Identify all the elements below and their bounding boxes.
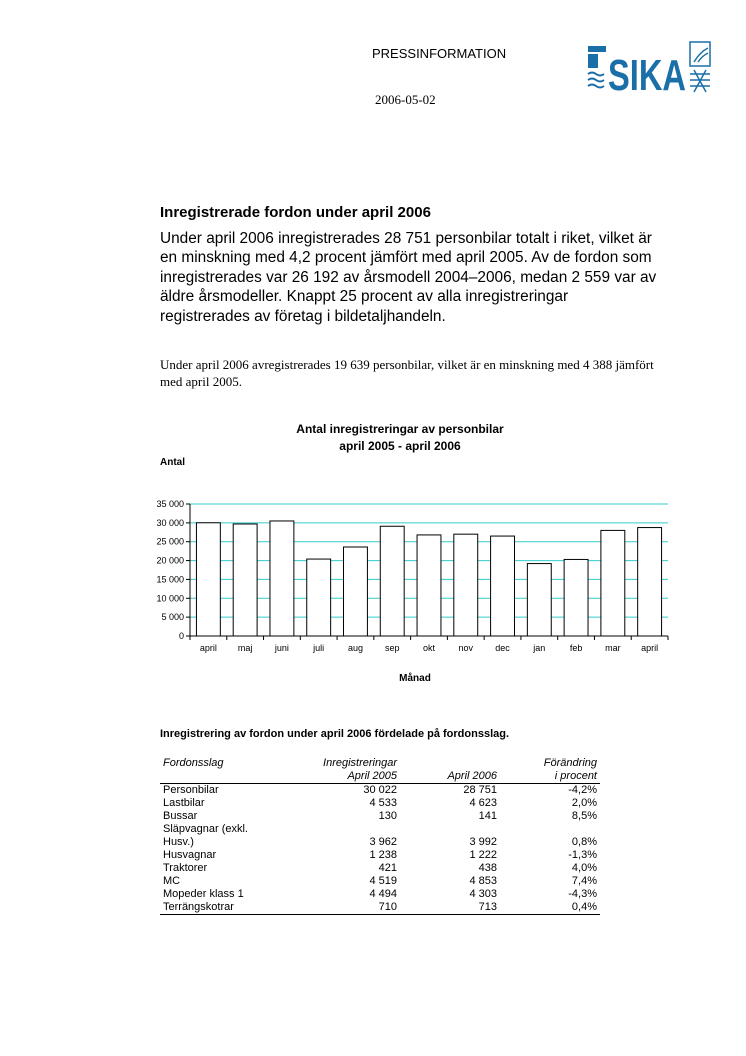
- chart-title-line2: april 2005 - april 2006: [339, 439, 461, 453]
- april-2006-cell: 713: [400, 901, 500, 915]
- x-tick-label: aug: [347, 643, 363, 653]
- y-tick-label: 20 000: [156, 555, 184, 566]
- bar: [196, 523, 220, 636]
- table-title: Inregistrering av fordon under april 2006 fördelade på fordonsslag.: [160, 728, 510, 740]
- x-tick-label: juni: [274, 643, 289, 653]
- bar: [527, 564, 551, 636]
- bar: [270, 521, 294, 636]
- april-2005-cell: 4 533: [369, 797, 397, 809]
- april-2006-cell: 4 853: [469, 875, 497, 887]
- article-lead: Under april 2006 inregistrerades 28 751 personbilar totalt i riket, vilket är en minskning med 4,2 procent jämfört med april 2005. Av de fordon som inregistrerades var 26 192 av årsmodell 2004–2006, medan 2 559 var av äldre årsmodeller. Knappt 25 procent av alla inregistreringar registrerades av företag i bildetaljhandeln.: [160, 230, 657, 325]
- april-2006-cell: 28 751: [463, 784, 497, 796]
- x-tick-label: april: [641, 643, 659, 653]
- table-row: [160, 888, 600, 901]
- bar: [344, 547, 368, 636]
- header-april-2006: April 2006: [400, 770, 500, 784]
- chart-x-axis: [190, 636, 668, 653]
- header-inregistreringar: Inregistreringar: [323, 757, 397, 769]
- table-row: [160, 810, 600, 823]
- y-tick-label: 30 000: [156, 517, 184, 528]
- table-row: [160, 875, 600, 888]
- article-title: Inregistrerade fordon under april 2006: [160, 204, 431, 221]
- y-tick-label: 10 000: [156, 593, 184, 604]
- april-2005-cell: [300, 823, 400, 836]
- bar: [417, 535, 441, 636]
- bar: [564, 559, 588, 636]
- table-row: [160, 823, 600, 836]
- chart-y-axis: [156, 499, 190, 641]
- x-tick-label: dec: [495, 643, 510, 653]
- april-2006-cell: 1 222: [469, 849, 497, 861]
- forandring-cell: [500, 823, 600, 836]
- chart-title-line1: Antal inregistreringar av personbilar: [296, 422, 504, 436]
- header-fordonsslag: Fordonsslag: [163, 757, 224, 769]
- y-tick-label: 35 000: [156, 499, 184, 509]
- header-i-procent: i procent: [500, 770, 600, 784]
- header-forandring: Förändring: [543, 757, 597, 769]
- fordonsslag-cell: MC: [163, 875, 181, 887]
- x-tick-label: maj: [237, 643, 253, 653]
- table-row: [160, 784, 600, 798]
- forandring-cell: 0,8%: [571, 836, 597, 848]
- april-2005-cell: 710: [300, 901, 400, 915]
- bar: [307, 559, 331, 636]
- april-2005-cell: 30 022: [363, 784, 397, 796]
- april-2006-cell: 4 623: [469, 797, 497, 809]
- table-row: [160, 862, 600, 875]
- april-2006-cell: 3 992: [469, 836, 497, 848]
- forandring-cell: -1,3%: [568, 849, 597, 861]
- april-2006-cell: 438: [478, 862, 497, 874]
- header-april-2005: April 2005: [300, 770, 400, 784]
- fordonsslag-cell: Husvagnar: [163, 849, 217, 861]
- april-2005-cell: 4 494: [369, 888, 397, 900]
- april-2006-cell: 4 303: [469, 888, 497, 900]
- registrations-bar-chart: [140, 418, 700, 693]
- bar: [380, 526, 404, 636]
- x-tick-label: april: [199, 643, 217, 653]
- forandring-cell: -4,3%: [568, 888, 597, 900]
- chart-y-label: Antal: [160, 457, 185, 468]
- table-row: [160, 797, 600, 810]
- x-tick-label: jan: [533, 643, 546, 653]
- fordonsslag-cell: Mopeder klass 1: [163, 888, 244, 900]
- bar: [601, 530, 625, 636]
- x-tick-label: juli: [313, 643, 325, 653]
- y-tick-label: 5 000: [161, 612, 184, 623]
- x-tick-label: okt: [422, 643, 436, 653]
- april-2005-cell: 3 962: [369, 836, 397, 848]
- bar: [491, 536, 515, 636]
- april-2005-cell: 4 519: [369, 875, 397, 887]
- bar: [638, 528, 662, 636]
- forandring-cell: -4,2%: [568, 784, 597, 796]
- forandring-cell: 2,0%: [571, 797, 597, 809]
- fordonsslag-cell: Släpvagnar (exkl.: [163, 823, 248, 835]
- fordonsslag-cell: Traktorer: [163, 862, 208, 874]
- bar: [233, 524, 257, 636]
- forandring-cell: 7,4%: [571, 875, 597, 887]
- chart-x-label: Månad: [399, 673, 431, 684]
- april-2005-cell: 421: [378, 862, 397, 874]
- press-label: PRESSINFORMATION: [372, 46, 507, 61]
- april-2005-cell: 1 238: [369, 849, 397, 861]
- vehicle-table: [160, 757, 600, 915]
- fordonsslag-cell: Terrängskotrar: [160, 901, 300, 915]
- press-date: 2006-05-02: [375, 92, 436, 107]
- y-tick-label: 25 000: [156, 536, 184, 547]
- article-paragraph: Under april 2006 avregistrerades 19 639 personbilar, vilket är en minskning med 4 388 jämfört med april 2005.: [160, 357, 654, 389]
- fordonsslag-cell: Bussar: [163, 810, 198, 822]
- logo-text: SIKA: [608, 51, 686, 96]
- y-tick-label: 0: [178, 631, 184, 641]
- table-row: [160, 849, 600, 862]
- bar: [454, 534, 478, 636]
- sika-logo: [586, 40, 712, 96]
- fordonsslag-cell: Personbilar: [163, 784, 219, 796]
- april-2005-cell: 130: [378, 810, 397, 822]
- x-tick-label: nov: [458, 643, 474, 653]
- x-tick-label: mar: [605, 643, 621, 653]
- fordonsslag-cell: Husv.): [163, 836, 194, 848]
- table-row: [160, 836, 600, 849]
- x-tick-label: sep: [384, 643, 400, 653]
- april-2006-cell: [400, 823, 500, 836]
- y-tick-label: 15 000: [156, 574, 184, 585]
- forandring-cell: 8,5%: [571, 810, 597, 822]
- table-row: [160, 901, 600, 915]
- forandring-cell: 4,0%: [571, 862, 597, 874]
- forandring-cell: 0,4%: [500, 901, 600, 915]
- april-2006-cell: 141: [478, 810, 497, 822]
- x-tick-label: feb: [569, 643, 583, 653]
- fordonsslag-cell: Lastbilar: [163, 797, 205, 809]
- chart-bars: [196, 521, 661, 636]
